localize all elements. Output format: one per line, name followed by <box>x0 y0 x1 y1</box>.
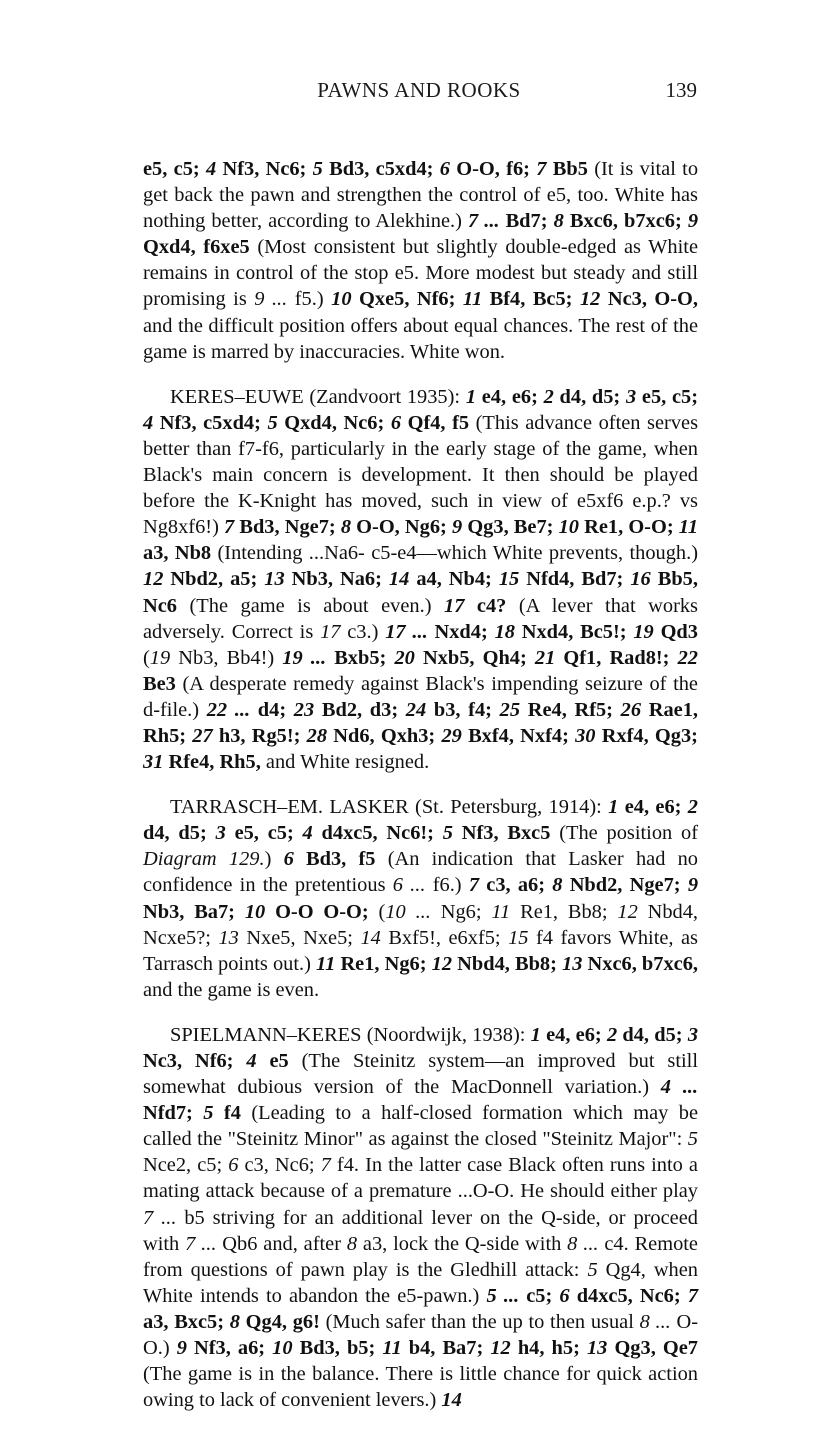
move-number: 4 <box>205 158 223 180</box>
move-number: 5 ... <box>486 1284 527 1307</box>
move-number: 8 <box>552 874 570 897</box>
move-number: 12 <box>579 288 608 311</box>
italic-text: 5 <box>587 1258 598 1281</box>
move-number: 11 <box>678 516 699 539</box>
move-text: e5, c5; <box>641 385 699 408</box>
move-text: b4, Ba7; <box>408 1337 491 1360</box>
move-number: 1 <box>530 1023 547 1046</box>
move-text: Qg3, Qe7 <box>614 1337 698 1360</box>
prose-text: (An indication that Lasker had no confidence in the pretentious <box>143 848 699 897</box>
italic-text: 9 ... <box>254 288 288 311</box>
prose-text: a3, lock the Q-side with <box>357 1232 568 1255</box>
prose-text: (This advance often serves better than f7-f6, particularly in the early stage of the game, when Black's main concern is development. It then should be played before the K-Knight has moved, such in view of e5xf6 e.p.? vs Ng8xf6!) <box>143 411 699 539</box>
move-text: d4; <box>257 698 294 721</box>
move-text: e4, e6; <box>546 1023 607 1046</box>
italic-text: 19 <box>149 646 171 669</box>
move-text: Bf4, Bc5; <box>489 288 580 311</box>
move-number: 7 <box>468 874 487 897</box>
move-number: 6 <box>390 411 408 434</box>
move-text: O-O O-O; <box>275 900 369 923</box>
prose-text: f6.) <box>425 874 469 897</box>
paragraph-continuation <box>143 156 698 365</box>
paragraph-keres-euwe <box>143 384 698 775</box>
prose-text: b5 striving for an additional lever on the Q-side, or proceed with <box>143 1206 698 1255</box>
italic-text: 11 <box>491 900 511 923</box>
move-number: 4 <box>302 822 322 845</box>
move-text: c5; <box>526 1284 560 1307</box>
move-number: 9 <box>687 874 699 897</box>
move-number: 8 <box>229 1310 246 1333</box>
move-number: 11 <box>316 952 341 975</box>
move-number: 9 <box>176 1337 194 1360</box>
prose-text: ) <box>264 848 284 871</box>
move-text: Qxd4, f6xe5 <box>143 236 250 259</box>
running-head <box>0 78 838 108</box>
move-text: Bxf4, Nxf4; <box>468 724 576 747</box>
move-number: 22 ... <box>206 698 258 721</box>
body-text <box>143 156 698 1432</box>
move-text: d4, d5; <box>559 385 626 408</box>
move-text: Bd3, Nge7; <box>239 516 341 539</box>
move-number: 11 <box>382 1337 409 1360</box>
move-number: 6 <box>439 158 457 180</box>
move-number: 5 <box>312 158 330 180</box>
italic-text: 8 <box>346 1232 358 1255</box>
move-number: 30 <box>575 724 602 747</box>
move-text: Qxd4, Nc6; <box>284 411 391 434</box>
prose-text: c3, Nc6; <box>238 1154 321 1177</box>
prose-text: (Most consistent but slightly double-edged as White remains in control of the stop e5. More modest but steady and still promising is <box>143 236 699 311</box>
move-text: O-O, Ng6; <box>356 516 452 539</box>
move-number: 24 <box>405 698 434 721</box>
move-number: 4 <box>246 1050 270 1072</box>
move-text: Nc3, O-O, <box>607 288 699 311</box>
prose-text: (The game is in the balance. There is little chance for quick action owing to lack of convenient levers.) <box>143 1363 698 1412</box>
italic-text: 14 <box>360 926 381 949</box>
move-number: 13 <box>562 952 588 975</box>
move-text: a3, Bxc5; <box>143 1310 230 1333</box>
move-number: 2 <box>687 796 698 819</box>
move-text: e5, c5; <box>143 158 206 180</box>
move-text: Nc3, Nf6; <box>143 1050 247 1072</box>
move-number: 23 <box>293 698 322 721</box>
prose-text: TARRASCH–EM. LASKER (St. Petersburg, 1914): <box>170 796 609 819</box>
move-text: Re4, Rf5; <box>527 698 621 721</box>
move-number: 10 <box>272 1337 300 1360</box>
move-text: Bd3, f5 <box>306 848 376 871</box>
move-text: Qf4, f5 <box>407 411 470 434</box>
move-number: 8 <box>340 516 357 539</box>
move-text: Bxc6, b7xc6; <box>569 210 688 233</box>
move-text: Qxe5, Nf6; <box>359 288 463 311</box>
prose-text: (The Steinitz system—an improved but still somewhat dubious version of the MacDonnell variation.) <box>143 1050 699 1099</box>
prose-text: (A lever that works adversely. Correct is <box>143 594 698 643</box>
move-number: 13 <box>264 568 292 591</box>
move-number: 31 <box>143 751 169 774</box>
move-number: 20 <box>394 646 423 669</box>
move-number: 9 <box>687 210 699 233</box>
move-text: Bd7; <box>505 210 554 233</box>
move-text: O-O, f6; <box>456 158 537 180</box>
move-text: Bd2, d3; <box>321 698 406 721</box>
prose-text: SPIELMANN–KERES (Noordwijk, 1938): <box>170 1023 531 1046</box>
move-text: Nfd4, Bd7; <box>526 568 631 591</box>
move-text: Qg3, Be7; <box>467 516 559 539</box>
move-text: Rae1, Rh5; <box>143 698 698 747</box>
move-number: 26 <box>620 698 649 721</box>
prose-text: and White resigned. <box>260 751 430 774</box>
move-number: 12 <box>143 568 171 591</box>
prose-text: (The position of <box>550 822 699 845</box>
move-text: Nf3, Nc6; <box>222 158 313 180</box>
prose-text: O-O.) <box>143 1310 698 1360</box>
move-number: 10 <box>244 900 276 923</box>
move-number: 2 <box>543 385 560 408</box>
prose-text: (Intending ...Na6- c5-e4—which White prevents, though.) <box>211 542 698 565</box>
move-text: Nf3, a6; <box>193 1337 273 1360</box>
move-text: Nbd4, Bb8; <box>457 952 563 975</box>
move-number: 17 ... <box>385 620 435 643</box>
prose-text: c3.) <box>340 620 386 643</box>
move-number: 19 ... <box>282 646 335 669</box>
move-text: a4, Nb4; <box>416 568 499 591</box>
prose-text: Bxf5!, e6xf5; <box>380 926 509 949</box>
italic-text: 7 <box>320 1154 331 1177</box>
move-number: 3 <box>625 385 642 408</box>
move-text: e4, e6; <box>481 385 544 408</box>
move-number: 17 <box>444 594 477 617</box>
italic-text: 12 <box>617 900 638 923</box>
prose-text: Ng6; <box>430 900 492 923</box>
prose-text: Qg4, when White intends to abandon the e5-pawn.) <box>143 1258 698 1307</box>
move-number: 1 <box>465 385 482 408</box>
move-number: 14 <box>388 568 417 591</box>
move-text: Nxd4, Bc5!; <box>521 620 634 643</box>
move-number: 7 <box>687 1284 699 1307</box>
move-text: Nxb5, Qh4; <box>422 646 535 669</box>
move-number: 7 <box>224 516 240 539</box>
italic-text: 6 ... <box>392 874 426 897</box>
move-number: 4 ... <box>660 1076 698 1099</box>
move-number: 14 <box>441 1389 462 1412</box>
move-number: 19 <box>633 620 661 643</box>
move-number: 27 <box>192 724 219 747</box>
move-number: 6 <box>559 1284 577 1307</box>
italic-text: 17 <box>320 620 341 643</box>
prose-text: (Much safer than the up to then usual <box>319 1310 640 1333</box>
move-text: Nf3, Bxc5 <box>461 822 551 845</box>
move-text: Qd3 <box>660 620 698 643</box>
move-number: 13 <box>586 1337 615 1360</box>
prose-text: Re1, Bb8; <box>510 900 618 923</box>
move-number: 15 <box>498 568 527 591</box>
italic-text: 8 ... <box>639 1310 671 1333</box>
move-number: 4 <box>143 411 160 434</box>
move-text: b3, f4; <box>433 698 500 721</box>
move-text: d4xc5, Nc6!; <box>321 822 443 845</box>
move-text: Qg4, g6! <box>245 1310 320 1333</box>
move-text: h3, Rg5!; <box>218 724 307 747</box>
italic-text: 7 ... <box>143 1206 177 1229</box>
move-number: 3 <box>215 822 235 845</box>
move-text: Nf3, c5xd4; <box>159 411 268 434</box>
move-text: Qf1, Rad8!; <box>563 646 678 669</box>
prose-text: c4. Remote from questions of pawn play is the Gledhill attack: <box>143 1232 698 1281</box>
move-number: 12 <box>431 952 458 975</box>
move-number: 1 <box>608 796 625 819</box>
prose-text: (A desperate remedy against Black's impending seizure of the d-file.) <box>143 672 698 721</box>
move-text: Bxb5; <box>334 646 395 669</box>
move-text: Re1, Ng6; <box>340 952 432 975</box>
move-text: d4, d5; <box>143 822 216 845</box>
italic-text: 5 <box>687 1128 698 1151</box>
move-text: d4xc5, Nc6; <box>576 1284 688 1307</box>
move-text: d4, d5; <box>622 1023 688 1046</box>
move-number: 3 <box>687 1023 699 1046</box>
prose-text: KERES–EUWE (Zandvoort 1935): <box>170 385 466 408</box>
move-number: 12 <box>490 1337 518 1360</box>
italic-text: Diagram 129. <box>143 848 265 871</box>
prose-text: (It is vital to get back the pawn and strengthen the control of e5, too. White has nothing better, according to Alekhine.) <box>143 158 699 233</box>
italic-text: 8 ... <box>567 1232 599 1255</box>
prose-text: ( <box>143 646 150 669</box>
move-number: 5 <box>203 1102 224 1125</box>
prose-text: Nb3, Bb4!) <box>170 646 283 669</box>
move-number: 7 <box>536 158 553 180</box>
move-text: Bb5, Nc6 <box>143 568 698 617</box>
move-text: Bd3, c5xd4; <box>329 158 440 180</box>
move-text: Nb3, Na6; <box>291 568 389 591</box>
move-text: e5 <box>269 1050 289 1072</box>
running-title: PAWNS AND ROOKS <box>317 78 521 102</box>
move-number: 29 <box>441 724 469 747</box>
move-text: Nbd2, Nge7; <box>569 874 688 897</box>
move-number: 22 <box>677 646 698 669</box>
move-text: e4, e6; <box>624 796 688 819</box>
move-number: 8 <box>553 210 570 233</box>
move-number: 28 <box>306 724 334 747</box>
move-text: Nd6, Qxh3; <box>333 724 442 747</box>
move-text: Nb3, Ba7; <box>143 900 245 923</box>
prose-text: (Leading to a half-closed formation which may be called the "Steinitz Minor" as against the closed "Steinitz Major": <box>143 1102 698 1151</box>
italic-text: 10 ... <box>385 900 431 923</box>
move-text: Nxd4; <box>434 620 495 643</box>
prose-text: and the difficult position offers about equal chances. The rest of the game is marred by inaccuracies. White won. <box>143 314 698 363</box>
move-text: Re1, O-O; <box>584 516 679 539</box>
move-text: Rxf4, Qg3; <box>601 724 698 747</box>
move-number: 11 <box>462 288 490 311</box>
move-text: Nfd7; <box>143 1102 204 1125</box>
italic-text: 13 <box>218 926 239 949</box>
move-text: Bb5 <box>552 158 588 180</box>
move-text: Bd3, b5; <box>299 1337 383 1360</box>
prose-text: and the game is even. <box>143 978 320 1001</box>
prose-text: Qb6 and, after <box>216 1232 347 1255</box>
move-text: a3, Nb8 <box>143 542 212 565</box>
prose-text: ( <box>368 900 386 923</box>
prose-text: f4. In the latter case Black often runs into a mating attack because of a premature ...O-O. He should either play <box>143 1154 698 1203</box>
move-number: 25 <box>499 698 528 721</box>
move-text: Nbd2, a5; <box>170 568 265 591</box>
prose-text: (The game is about even.) <box>176 594 445 617</box>
paragraph-tarrasch-lasker <box>143 794 698 1003</box>
move-text: Be3 <box>143 672 176 695</box>
move-number: 9 <box>451 516 468 539</box>
prose-text: f5.) <box>287 288 332 311</box>
prose-text: Nce2, c5; <box>143 1154 229 1177</box>
page-number: 139 <box>665 78 697 102</box>
move-text: Rfe4, Rh5, <box>168 751 261 774</box>
prose-text: f4 favors White, as Tarrasch points out.) <box>143 926 698 975</box>
italic-text: 7 ... <box>185 1232 217 1255</box>
move-text: Nxc6, b7xc6, <box>587 952 699 975</box>
italic-text: 6 <box>228 1154 239 1177</box>
move-number: 2 <box>606 1023 623 1046</box>
move-text: f4 <box>223 1102 241 1125</box>
move-text: c4? <box>476 594 507 617</box>
prose-text: Nbd4, Ncxe5?; <box>143 900 699 949</box>
move-text: e5, c5; <box>234 822 303 845</box>
prose-text: Nxe5, Nxe5; <box>238 926 361 949</box>
move-number: 6 <box>283 848 307 871</box>
move-number: 21 <box>534 646 564 669</box>
move-number: 7 ... <box>467 210 506 233</box>
move-number: 16 <box>630 568 658 591</box>
move-number: 18 <box>494 620 522 643</box>
move-number: 5 <box>267 411 285 434</box>
paragraph-spielmann-keres <box>143 1022 698 1413</box>
move-text: c3, a6; <box>486 874 553 897</box>
move-number: 5 <box>442 822 462 845</box>
move-text: h4, h5; <box>517 1337 587 1360</box>
move-number: 10 <box>331 288 360 311</box>
italic-text: 15 <box>508 926 529 949</box>
move-number: 10 <box>558 516 585 539</box>
